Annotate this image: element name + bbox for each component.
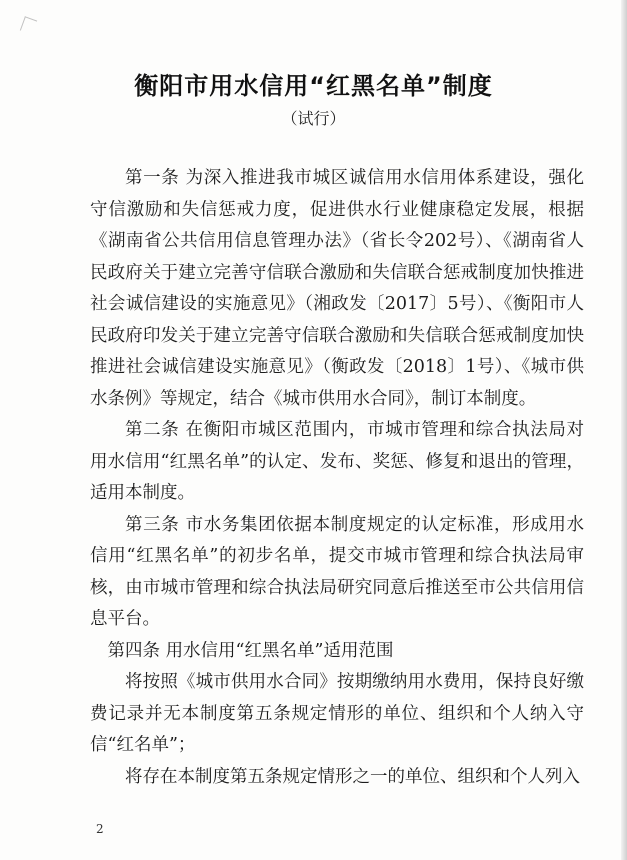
article-2-paragraph: 第二条 在衡阳市城区范围内，市城市管理和综合执法局对用水信用“红黑名单”的认定、发布、奖惩、修复和退出的管理，适用本制度。: [90, 420, 584, 503]
article-3-paragraph: 第三条 市水务集团依据本制度规定的认定标准，形成用水信用“红黑名单”的初步名单，提交市城市管理和综合执法局审核，由市城市管理和综合执法局研究同意后推送至市公共信用信息平台。: [90, 514, 584, 629]
red-list-paragraph: 将按照《城市供用水合同》按期缴纳用水费用，保持良好缴费记录并无本制度第五条规定情形的单位、组织和个人纳入守信“红名单”；: [90, 672, 584, 755]
article-4-heading: 第四条 用水信用“红黑名单”适用范围: [107, 640, 394, 661]
page-number: 2: [96, 822, 104, 836]
scan-mark: [20, 16, 37, 35]
article-1-paragraph: 第一条 为深入推进我市城区诚信用水信用体系建设，强化守信激励和失信惩戒力度，促进供水行业健康稳定发展，根据《湖南省公共信用信息管理办法》（省长令202号）、《湖南省人民政府关于建立完善守信联合激励和失信联合惩戒制度加快推进社会诚信建设的实施意见》（湘政发〔2017〕5号）、《衡阳市人民政府印发关于建立完善守信联合激励和失信联合惩戒制度加快推进社会诚信建设实施意见》（衡政发〔2018〕1号）、《城市供水条例》等规定，结合《城市供用水合同》，制订本制度。: [90, 168, 584, 409]
document-title: 衡阳市用水信用“红黑名单”制度: [134, 72, 493, 100]
document-body: [90, 163, 584, 793]
black-list-paragraph: 将存在本制度第五条规定情形之一的单位、组织和个人列入: [125, 766, 580, 787]
page-edge-shadow: [621, 0, 627, 860]
document-subtitle: （试行）: [281, 109, 346, 128]
